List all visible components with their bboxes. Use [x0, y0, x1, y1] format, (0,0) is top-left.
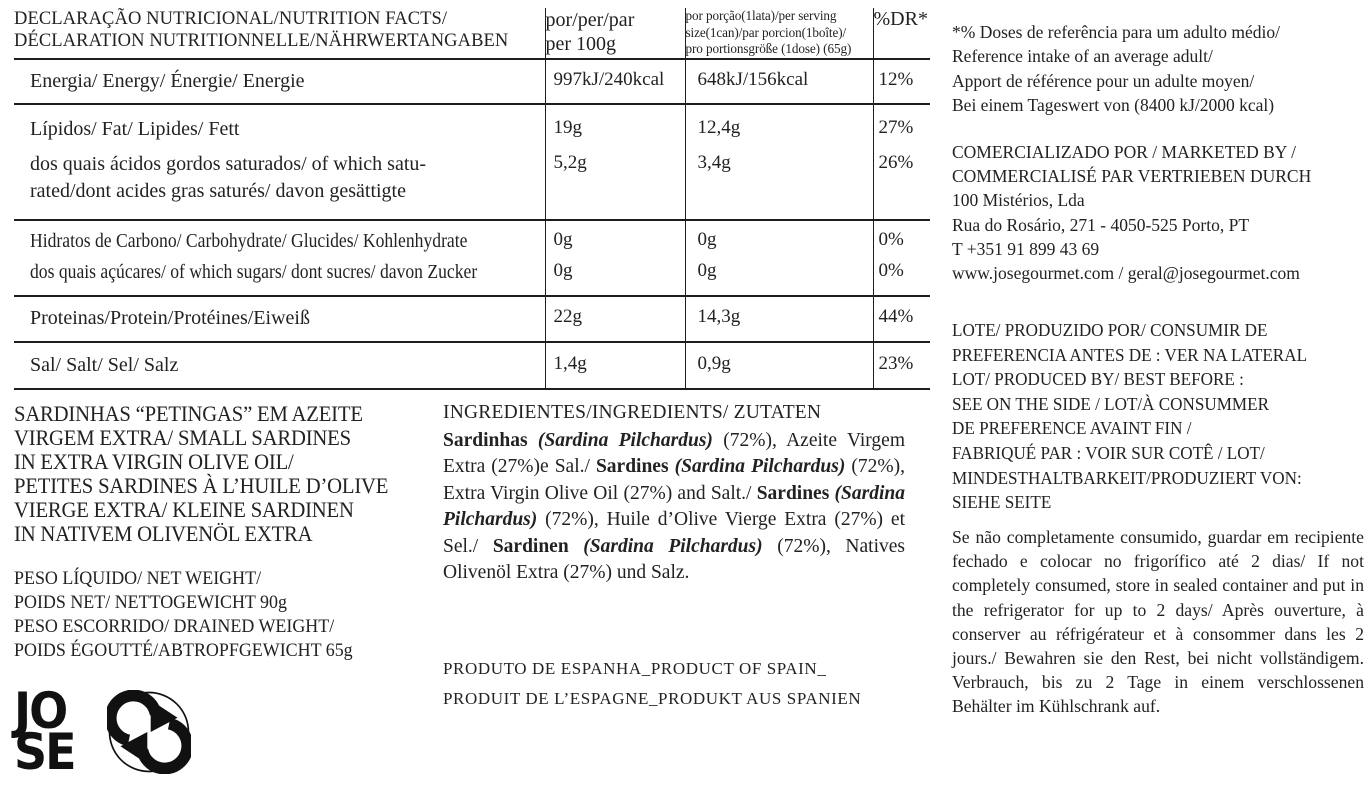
- nutrient-row: [14, 151, 930, 220]
- per-100g-value-cell: 1,4g: [545, 342, 685, 389]
- lot-best-before-block: LOTE/ PRODUZIDO POR/ CONSUMIR DE PREFERENCIA ANTES DE : VER NA LATERAL LOT/ PRODUCED BY/ BEST BEFORE : SEE ON THE SIDE / LOT/À CONSUMMER DE PREFERENCE AVAINT FIN / FABRIQUÉ PAR : VOIR SUR COTÊ / LOT/ MINDESTHALTBARKEIT/PRODUZIERT VON: SIEHE SEITE: [952, 320, 1308, 513]
- per-serving-value-cell: 0g: [685, 259, 873, 296]
- nutrient-label-cell: Proteinas/Protein/Protéines/Eiweiß: [14, 296, 545, 342]
- jose-logo-bottom: SE: [14, 722, 75, 781]
- per-100g-value-cell: 997kJ/240kcal: [545, 59, 685, 104]
- marketed-by-block: COMERCIALIZADO POR / MARKETED BY / COMMERCIALISÉ PAR VERTRIEBEN DURCH 100 Mistérios, Lda Rua do Rosário, 271 - 4050-525 Porto, PT T +351 91 899 43 69 www.josegourmet.com / geral@josegourmet.com: [952, 142, 1312, 284]
- ingredients-column: [443, 402, 906, 708]
- per-serving-value-cell: 3,4g: [685, 151, 873, 220]
- col-header-per-100g: por/per/par per 100g: [545, 8, 685, 59]
- dr-percent-cell: 0%: [873, 220, 930, 259]
- ingredients-heading: INGREDIENTES/INGREDIENTS/ ZUTATEN: [443, 402, 822, 423]
- ingredient-segment: Sardines: [595, 456, 675, 478]
- col-header-per-serving: por porção(1lata)/per serving size(1can)/par porcion(1boîte)/ pro portionsgröße (1dose) (65g): [685, 8, 873, 59]
- per-serving-value-cell: 14,3g: [685, 296, 873, 342]
- net-weight-info: PESO LÍQUIDO/ NET WEIGHT/ POIDS NET/ NETTOGEWICHT 90g PESO ESCORRIDO/ DRAINED WEIGHT/ POIDS ÉGOUTTÉ/ABTROPFGEWICHT 65g: [14, 569, 353, 661]
- per-serving-value-cell: 12,4g: [685, 104, 873, 151]
- ingredient-segment: Sardinhas: [443, 430, 538, 451]
- per-100g-value-cell: 0g: [545, 259, 685, 296]
- left-column: [14, 401, 439, 781]
- logo-row: [14, 681, 191, 781]
- jose-logo-top: JO: [14, 681, 67, 740]
- ingredients-text: [443, 428, 905, 586]
- nutrient-row: [14, 259, 930, 296]
- ingredient-segment: (Sardina Pilchardus): [583, 535, 763, 557]
- product-name: SARDINHAS “PETINGAS” EM AZEITE VIRGEM EXTRA/ SMALL SARDINES IN EXTRA VIRGIN OLIVE OIL/ PETITES SARDINES À L’HUILE D’OLIVE VIERGE EXTRA/ KLEINE SARDINEN IN NATIVEM OLIVENÖL EXTRA: [14, 401, 389, 546]
- dr-percent-cell: 12%: [873, 59, 930, 104]
- ingredient-segment: Sardines: [756, 482, 835, 504]
- per-serving-value-cell: 0g: [685, 220, 873, 259]
- ingredient-segment: (Sardina Pilchardus): [674, 456, 846, 478]
- nutrient-label-cell: Sal/ Salt/ Sel/ Salz: [14, 342, 545, 389]
- dr-percent-cell: 26%: [873, 151, 930, 220]
- table-header-row: [14, 8, 930, 59]
- ingredient-segment: (72%), Extra Virgin Olive Oil (27%) and Salt./: [443, 456, 906, 504]
- per-serving-value-cell: 648kJ/156kcal: [685, 59, 873, 104]
- ingredient-segment: (72%), Natives Olivenöl Extra (27%) und Salz.: [443, 535, 905, 584]
- nutrient-row: [14, 59, 930, 104]
- per-100g-value-cell: 5,2g: [545, 151, 685, 220]
- nutrient-label-cell: Energia/ Energy/ Énergie/ Energie: [14, 59, 545, 104]
- nutrition-table-body: [14, 59, 930, 389]
- ingredient-segment: (Sardina Pilchardus): [443, 482, 905, 531]
- table-title: DECLARAÇÃO NUTRICIONAL/NUTRITION FACTS/ DÉCLARATION NUTRITIONNELLE/NÄHRWERTANGABEN: [14, 9, 509, 51]
- nutrient-row: [14, 104, 930, 151]
- nutrient-row: [14, 220, 930, 259]
- ingredient-segment: (72%), Huile d’Olive Vierge Extra (27%) et Sel./: [443, 509, 905, 557]
- dr-percent-cell: 27%: [873, 104, 930, 151]
- ingredient-segment: (Sardina Pilchardus): [537, 430, 713, 451]
- nutrient-row: [14, 342, 930, 389]
- nutrient-label-cell: dos quais açúcares/ of which sugars/ dont sucres/ davon Zucker: [30, 260, 478, 283]
- right-column: [952, 20, 1364, 780]
- dr-percent-cell: 0%: [873, 259, 930, 296]
- jose-brand-logo: [14, 681, 75, 781]
- reference-intake-note: *% Doses de referência para um adulto médio/ Reference intake of an average adult/ Apport de référence pour un adulte moyen/ Bei einem Tageswert von (8400 kJ/2000 kcal): [952, 22, 1280, 115]
- nutrient-label-cell: Lípidos/ Fat/ Lipides/ Fett: [14, 104, 545, 151]
- nutrient-label-cell: Hidratos de Carbono/ Carbohydrate/ Glucides/ Kohlenhydrate: [14, 220, 545, 259]
- per-100g-value-cell: 0g: [545, 220, 685, 259]
- nutrient-label-cell: dos quais ácidos gordos saturados/ of which satu- rated/dont acides gras saturés/ davon gesättigte: [30, 152, 427, 202]
- per-serving-value-cell: 0,9g: [685, 342, 873, 389]
- dr-percent-cell: 44%: [873, 296, 930, 342]
- ingredient-segment: Sardinen: [492, 535, 584, 557]
- country-of-origin: PRODUTO DE ESPANHA_PRODUCT OF SPAIN_ PRODUIT DE L’ESPAGNE_PRODUKT AUS SPANIEN: [443, 659, 862, 708]
- nutrient-row: [14, 296, 930, 342]
- per-100g-value-cell: 19g: [545, 104, 685, 151]
- nutrition-table: [14, 8, 930, 390]
- ingredient-segment: (72%), Azeite Virgem Extra (27%)e Sal./: [443, 430, 905, 478]
- dr-percent-cell: 23%: [873, 342, 930, 389]
- per-100g-value-cell: 22g: [545, 296, 685, 342]
- storage-instructions: Se não completamente consumido, guardar em recipiente fechado e colocar no frigorífico até 2 dias/ If not completely consumed, store in sealed container and put in the refrigerator for up to 2 days/ Après ouverture, à conserver au réfrigérateur et à consommer dans les 2 jours./ Bewahren sie den Rest, bei nicht vollständigem. Verbrauch, bis zu 2 Tage in einem verschlossenen Behälter im Kühlschrank auf.: [952, 527, 1364, 717]
- col-header-dr-percent: %DR*: [873, 8, 930, 59]
- green-dot-recycling-icon: [107, 690, 191, 774]
